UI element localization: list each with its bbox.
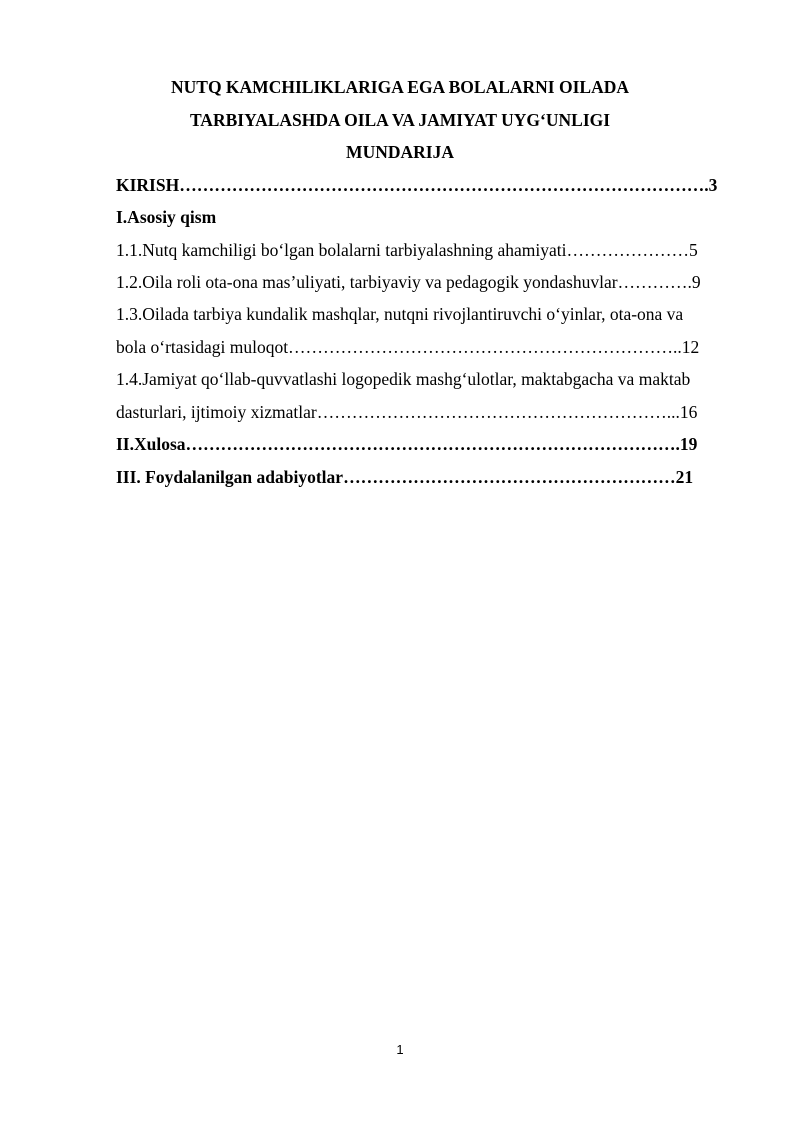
toc-entry-1-3-line-2: bola o‘rtasidagi muloqot…………………………………………………………..12 xyxy=(116,339,700,357)
toc-entry-1-1: 1.1.Nutq kamchiligi bo‘lgan bolalarni tarbiyalashning ahamiyati…………………5 xyxy=(116,242,698,260)
toc-entry-introduction: KIRISH……………………………………………………………………………….3 xyxy=(116,177,718,195)
document-title-line-2: TARBIYALASHDA OILA VA JAMIYAT UYG‘UNLIGI xyxy=(189,110,611,130)
toc-entry-1-4-line-2: dasturlari, ijtimoiy xizmatlar……………………………………………………...16 xyxy=(116,404,698,422)
document-title-line-1: NUTQ KAMCHILIKLARIGA EGA BOLALARNI OILADA xyxy=(171,77,629,97)
toc-entry-conclusion: II.Xulosa………………………………………………………………………….19 xyxy=(116,436,698,454)
toc-entry-1-3-line-1: 1.3.Oilada tarbiya kundalik mashqlar, nutqni rivojlantiruvchi o‘yinlar, ota-ona va xyxy=(116,306,684,324)
toc-entry-references: III. Foydalanilgan adabiyotlar…………………………………………………21 xyxy=(116,469,694,487)
toc-entry-1-4-line-1: 1.4.Jamiyat qo‘llab-quvvatlashi logopedik mashg‘ulotlar, maktabgacha va maktab xyxy=(116,371,691,389)
page-number: 1 xyxy=(396,1042,404,1057)
toc-section-main-part: I.Asosiy qism xyxy=(116,209,217,227)
toc-entry-1-2: 1.2.Oila roli ota-ona mas’uliyati, tarbiyaviy va pedagogik yondashuvlar………….9 xyxy=(116,274,701,292)
contents-heading: MUNDARIJA xyxy=(346,142,454,162)
